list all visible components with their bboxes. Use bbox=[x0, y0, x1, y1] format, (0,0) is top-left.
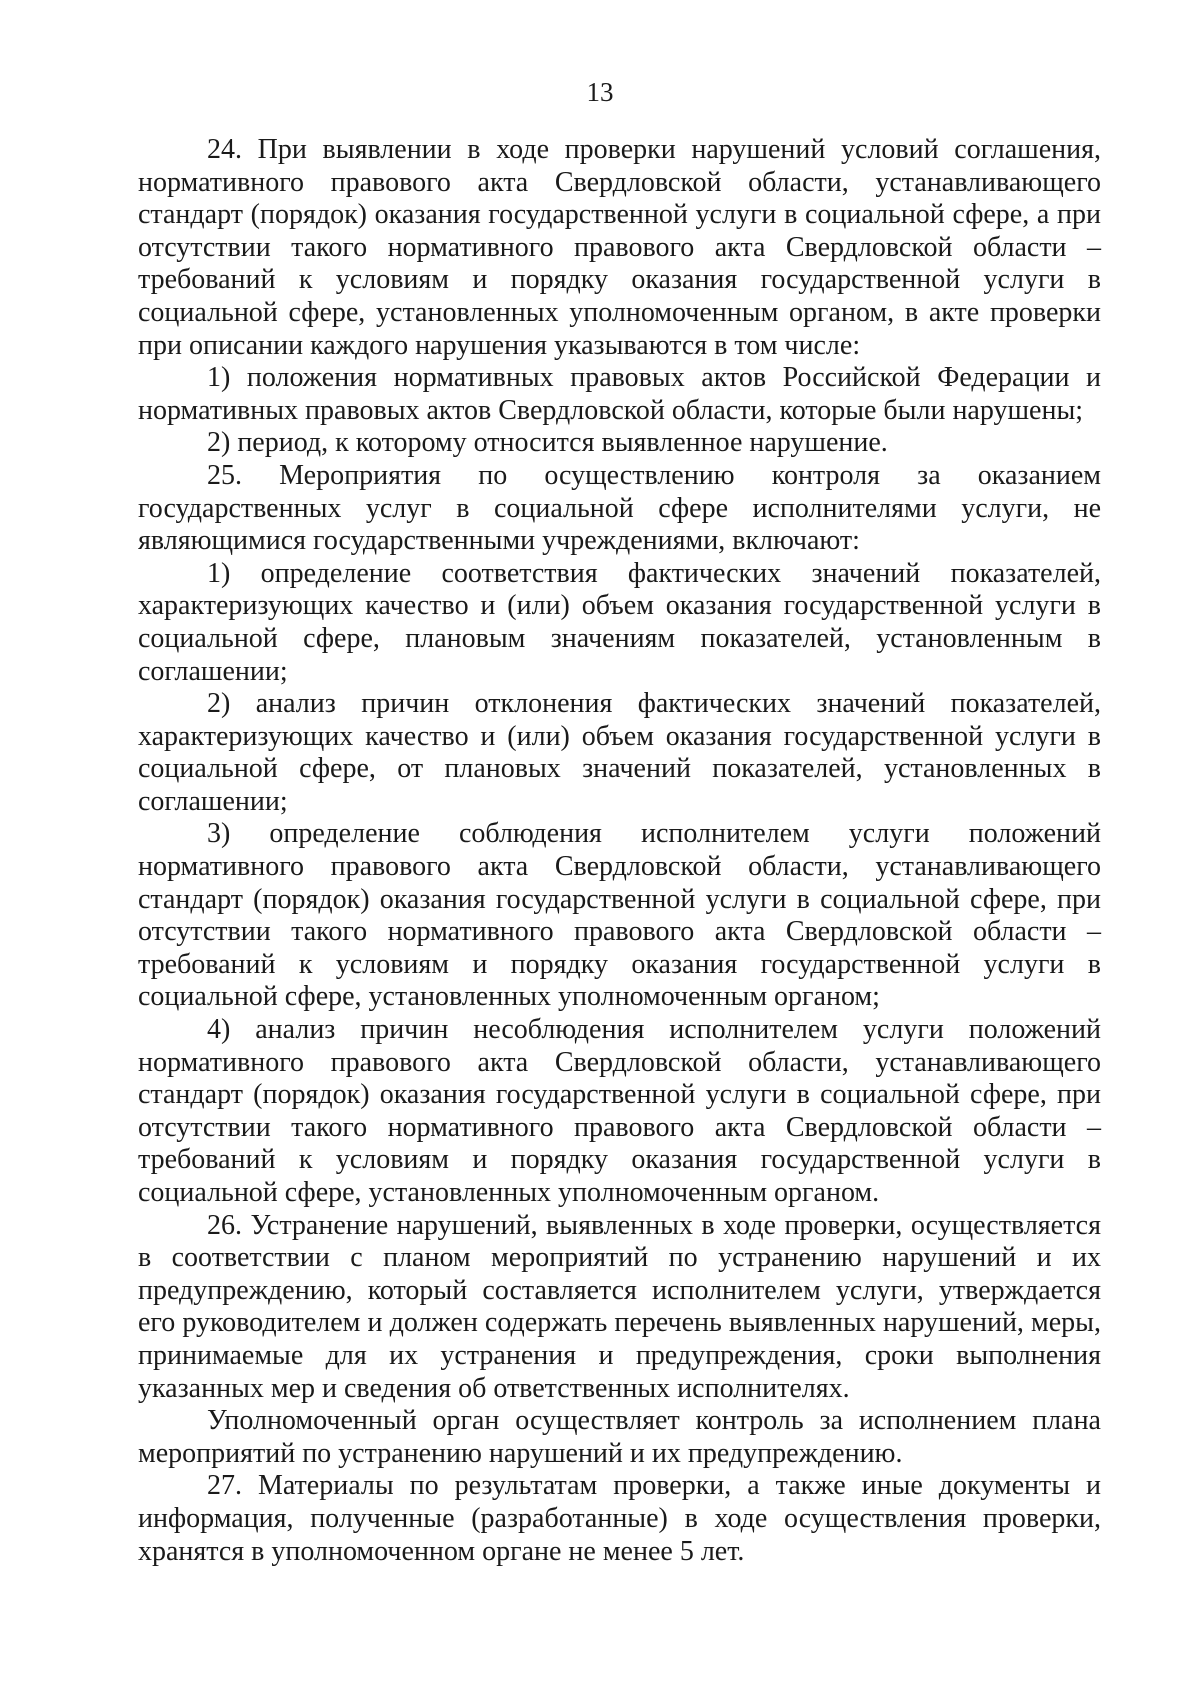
paragraph-25-item-2: 2) анализ причин отклонения фактических значений показателей, характеризующих качество и (или) объем оказания государственной услуги в социальной сфере, от плановых значений показателей, установленных в соглашении; bbox=[138, 688, 1101, 817]
paragraph-25-item-1: 1) определение соответствия фактических значений показателей, характеризующих качество и (или) объем оказания государственной услуги в социальной сфере, плановым значениям показателей, установленным в соглашении; bbox=[138, 557, 1101, 687]
paragraph-26: 26. Устранение нарушений, выявленных в ходе проверки, осуществляется в соответствии с планом мероприятий по устранению нарушений и их предупреждению, который составляется исполнителем услуги, утверждается его руководителем и должен содержать перечень выявленных нарушений, меры, принимаемые для их устранения и предупреждения, сроки выполнения указанных мер и сведения об ответственных исполнителях. bbox=[138, 1209, 1101, 1404]
paragraph-24: 24. При выявлении в ходе проверки нарушений условий соглашения, нормативного правового акта Свердловской области, устанавливающего стандарт (порядок) оказания государственной услуги в социальной сфере, а при отсутствии такого нормативного правового акта Свердловской области – требований к условиям и порядку оказания государственной услуги в социальной сфере, установленных уполномоченным органом, в акте проверки при описании каждого нарушения указываются в том числе: bbox=[138, 134, 1101, 361]
paragraph-27: 27. Материалы по результатам проверки, а также иные документы и информация, полученные (разработанные) в ходе осуществления проверки, хранятся в уполномоченном органе не менее 5 лет. bbox=[138, 1470, 1101, 1567]
paragraph-24-item-2: 2) период, к которому относится выявленное нарушение. bbox=[207, 427, 888, 459]
paragraph-24-item-1: 1) положения нормативных правовых актов Российской Федерации и нормативных правовых актов Свердловской области, которые были нарушены; bbox=[138, 362, 1101, 426]
paragraph-25-item-4: 4) анализ причин несоблюдения исполнителем услуги положений нормативного правового акта Свердловской области, устанавливающего стандарт (порядок) оказания государственной услуги в социальной сфере, при отсутствии такого нормативного правового акта Свердловской области – требований к условиям и порядку оказания государственной услуги в социальной сфере, установленных уполномоченным органом. bbox=[138, 1014, 1101, 1208]
paragraph-25-item-3: 3) определение соблюдения исполнителем услуги положений нормативного правового акта Свердловской области, устанавливающего стандарт (порядок) оказания государственной услуги в социальной сфере, при отсутствии такого нормативного правового акта Свердловской области – требований к условиям и порядку оказания государственной услуги в социальной сфере, установленных уполномоченным органом; bbox=[138, 818, 1101, 1013]
document-body bbox=[138, 134, 1101, 1568]
paragraph-26-control: Уполномоченный орган осуществляет контроль за исполнением плана мероприятий по устранению нарушений и их предупреждению. bbox=[138, 1405, 1101, 1469]
paragraph-25: 25. Мероприятия по осуществлению контроля за оказанием государственных услуг в социальной сфере исполнителями услуги, не являющимися государственными учреждениями, включают: bbox=[138, 459, 1101, 557]
page-number: 13 bbox=[586, 77, 614, 107]
